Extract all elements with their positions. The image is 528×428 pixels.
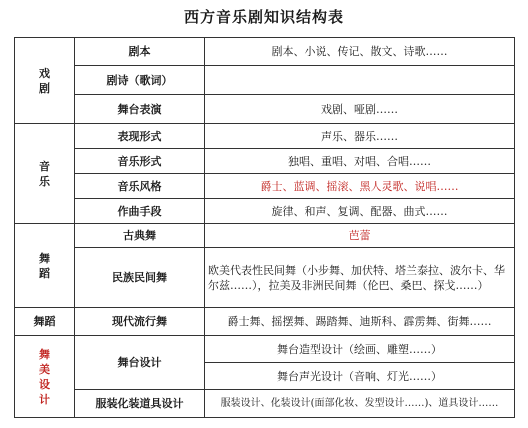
detail-cell: 芭蕾 [205, 224, 515, 248]
table-row [15, 124, 515, 149]
detail-cell: 舞台造型设计（绘画、雕塑……） [205, 336, 515, 363]
detail-cell: 舞台声光设计（音响、灯光……） [205, 363, 515, 390]
sub-item: 音乐形式 [75, 149, 205, 174]
sub-item: 服装化装道具设计 [75, 390, 205, 418]
category-dance-modern: 舞蹈 [15, 308, 75, 336]
detail-cell: 欧美代表性民间舞（小步舞、加伏特、塔兰泰拉、波尔卡、华尔兹……），拉美及非洲民间舞（伦巴、桑巴、探戈……） [205, 248, 515, 308]
page-title: 西方音乐剧知识结构表 [183, 8, 344, 26]
table-row [15, 66, 515, 95]
detail-cell [205, 66, 515, 95]
table-row [15, 248, 515, 308]
detail-cell: 爵士、蓝调、摇滚、黑人灵歌、说唱…… [205, 174, 515, 199]
table-row [15, 38, 515, 66]
detail-cell: 戏剧、哑剧…… [205, 95, 515, 124]
table-row [15, 149, 515, 174]
sub-item: 舞台设计 [75, 336, 205, 390]
category-dance: 舞蹈 [15, 224, 75, 308]
sub-item: 舞台表演 [75, 95, 205, 124]
sub-item: 现代流行舞 [75, 308, 205, 336]
category-drama: 戏剧 [15, 38, 75, 124]
sub-item: 古典舞 [75, 224, 205, 248]
category-stage-design: 舞美设计 [15, 336, 75, 418]
sub-item: 表现形式 [75, 124, 205, 149]
sub-item: 剧本 [75, 38, 205, 66]
detail-cell: 旋律、和声、复调、配器、曲式…… [205, 199, 515, 224]
sub-item: 音乐风格 [75, 174, 205, 199]
table-row [15, 174, 515, 199]
table-row [15, 95, 515, 124]
table-row [15, 390, 515, 418]
table-row [15, 308, 515, 336]
category-music: 音乐 [15, 124, 75, 224]
detail-cell: 剧本、小说、传记、散文、诗歌…… [205, 38, 515, 66]
detail-cell: 声乐、器乐…… [205, 124, 515, 149]
table-row [15, 336, 515, 363]
table-row [15, 199, 515, 224]
detail-cell: 爵士舞、摇摆舞、踢踏舞、迪斯科、霹雳舞、街舞…… [205, 308, 515, 336]
detail-cell: 独唱、重唱、对唱、合唱…… [205, 149, 515, 174]
knowledge-table [14, 37, 515, 418]
sub-item: 作曲手段 [75, 199, 205, 224]
sub-item: 民族民间舞 [75, 248, 205, 308]
detail-cell: 服装设计、化装设计(面部化妆、发型设计……)、道具设计…… [205, 390, 515, 418]
sub-item: 剧诗（歌词） [75, 66, 205, 95]
table-row [15, 224, 515, 248]
